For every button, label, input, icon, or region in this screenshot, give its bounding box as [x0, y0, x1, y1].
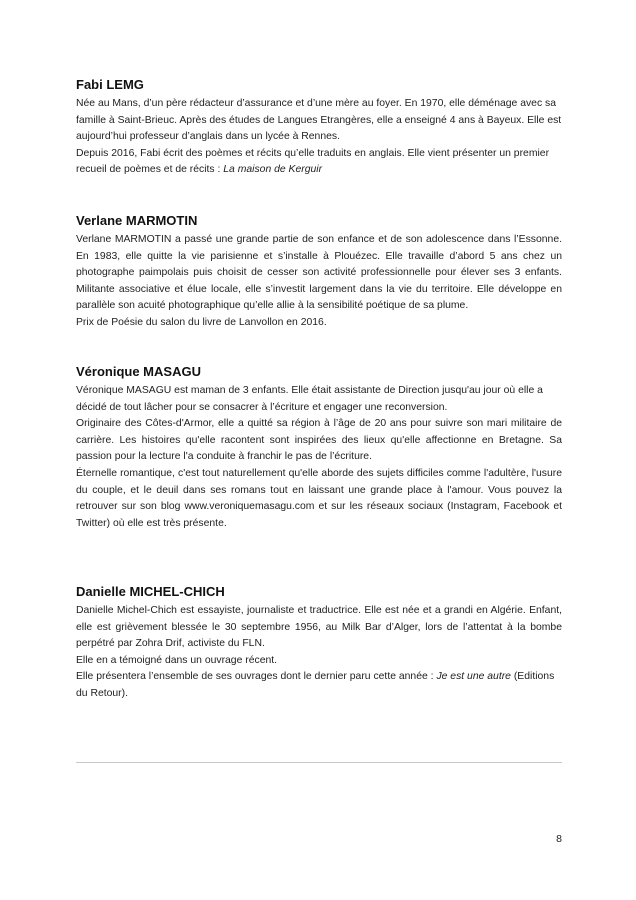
footer-divider — [76, 762, 562, 763]
bio-name: Fabi LEMG — [76, 77, 144, 92]
bio-paragraph: Verlane MARMOTIN a passé une grande partie de son enfance et de son adolescence dans l’Essonne. En 1983, elle quitte la vie parisienne et s’installe à Plouézec. Elle travaille d’abord 5 ans chez un photographe paimpolais puis choisit de cesser son activité professionnelle pour élever ses 3 enfants. Militante associative et élue locale, elle s’investit largement dans la vie du territoire. Elle développe en parallèle son acuité photographique qu’elle allie à la sensibilité poétique de sa plume. — [76, 234, 562, 312]
bio-paragraph: Elle en a témoigné dans un ouvrage récent. — [76, 654, 278, 666]
page-number: 8 — [556, 833, 562, 845]
book-title: La maison de Kerguir — [223, 164, 323, 176]
book-publisher: (Editions du Retour). — [76, 671, 555, 699]
book-title: Je est une autre — [436, 671, 511, 683]
bio-paragraph-text: Depuis 2016, Fabi écrit des poèmes et récits qu’elle traduits en anglais. Elle vient présenter un premier recueil de poèmes et de récits : — [76, 147, 550, 176]
bio-danielle-michel-chich — [76, 583, 562, 703]
bio-paragraph: Éternelle romantique, c'est tout naturellement qu'elle aborde des sujets difficiles comme l'adultère, l'usure du couple, et le deuil dans ses romans tout en laissant une grande place à l'amour. Vous pouvez la retrouver sur son blog www.veroniquemasagu.com et sur les réseaux sociaux (Instagram, Facebook et Twitter) où elle est très présente. — [76, 467, 562, 529]
bio-fabi-lemg — [76, 76, 562, 179]
bio-name: Verlane MARMOTIN — [76, 213, 198, 228]
bio-paragraph: Prix de Poésie du salon du livre de Lanvollon en 2016. — [76, 316, 327, 328]
bio-verlane-marmotin — [76, 212, 562, 332]
bio-paragraph — [76, 669, 562, 702]
bio-name: Danielle MICHEL-CHICH — [76, 584, 225, 599]
bio-paragraph: Danielle Michel-Chich est essayiste, journaliste et traductrice. Elle est née et a grandi en Algérie. Enfant, elle est grièvement blessée le 30 septembre 1956, au Milk Bar d’Alger, lors de l’attentat à la bombe perpétré par Zohra Drif, activiste du FLN. — [76, 605, 562, 650]
bio-paragraph: Véronique MASAGU est maman de 3 enfants. Elle était assistante de Direction jusqu'au jour où elle a décidé de tout lâcher pour se consacrer à l’écriture et engager une reconversion. — [76, 385, 543, 413]
bio-veronique-masagu — [76, 363, 562, 532]
bio-paragraph: Née au Mans, d’un père rédacteur d’assurance et d’une mère au foyer. En 1970, elle déménage avec sa famille à Saint-Brieuc. Après des études de Langues Etrangères, elle a enseigné 4 ans à Bayeux. Elle est aujourd’hui professeur d’anglais dans un lycée à Rennes. — [76, 98, 562, 143]
bio-paragraph: Originaire des Côtes-d'Armor, elle a quitté sa région à l’âge de 20 ans pour suivre son mari militaire de carrière. Les histoires qu'elle racontent sont inspirées des lieux qu'elle affectionne en Bretagne. Sa passion pour la lecture l'a conduite à franchir le pas de l’écriture. — [76, 418, 562, 463]
bio-paragraph — [76, 146, 562, 179]
bio-paragraph-text: Elle présentera l’ensemble de ses ouvrages dont le dernier paru cette année : — [76, 671, 437, 683]
bio-name: Véronique MASAGU — [76, 364, 201, 379]
